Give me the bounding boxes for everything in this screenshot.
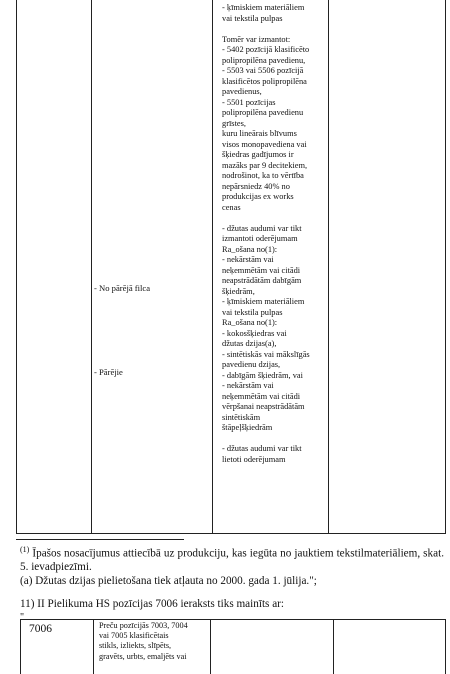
footnote-1 [20, 543, 444, 575]
text-line: - 5501 pozīcijas [222, 97, 276, 107]
column-divider [333, 620, 334, 674]
text-line: - džutas audumi var tikt [222, 223, 302, 233]
text-line: produkcijas ex works [222, 192, 294, 201]
column-divider [328, 0, 329, 533]
opening-quote: " [20, 612, 25, 623]
text-line: vērpšanai neapstrādātām [222, 402, 305, 411]
text-line: džutas dzijas(a), [222, 339, 277, 348]
text-line: sintētiskām [222, 412, 261, 422]
footnote-mark: (a) [20, 575, 33, 587]
hs-code: 7006 [29, 623, 52, 635]
text-line: - kokosšķiedras vai [222, 328, 287, 338]
text-line: šķiedras gadījumos ir [222, 150, 294, 159]
text-line: mazāks par 9 decitekiem, [222, 160, 308, 170]
text-line: kuru lineārais blīvums [222, 129, 297, 138]
text-line: pavedienu dzijas, [222, 360, 281, 369]
text-line: - 5402 pozīcijā klasificēto [222, 45, 310, 54]
text-line: vai 7005 klasificētais [99, 631, 169, 641]
text-line: cenas [222, 202, 241, 212]
text-line: šķiedrām, [222, 286, 255, 296]
text-line: polipropilēna pavedienu, [222, 55, 306, 65]
text-line: - ķīmiskiem materiāliem [222, 3, 305, 12]
text-line: - dabīgām šķiedrām, vai [222, 370, 303, 380]
column-divider [210, 620, 211, 674]
footnote-text: Džutas dzijas pielietošana tiek atļauta no 2000. gada 1. jūlija."; [35, 575, 317, 587]
row-label-felt: - No pārējā filca [94, 283, 151, 293]
text-line: štāpeļšķiedrām [222, 423, 273, 432]
text-line: neķemmētām vai citādi [222, 265, 301, 275]
text-line: - sintētiskās vai mākslīgās [222, 349, 310, 359]
text-line: Preču pozīcijās 7003, 7004 [99, 621, 188, 630]
text-line: nodrošinot, ka to vērtība [222, 171, 304, 180]
footnote-text: Īpašos nosacījumus attiecībā uz produkciju, kas iegūta no jauktiem tekstilmateriāliem, skat. 5. ievadpiezīmi. [20, 547, 445, 574]
row-label-other: - Pārējie [94, 367, 123, 377]
text-line: visos monopavediena vai [222, 139, 307, 149]
text-line: neapstrādātām dabīgām [222, 276, 302, 285]
working-description [222, 3, 328, 465]
text-line: gravēts, urbts, emaljēts vai [99, 651, 187, 661]
text-line: klasificētos polipropilēna [222, 76, 307, 86]
text-line: pavedienus, [222, 87, 262, 96]
text-line: vai tekstila pulpas [222, 13, 283, 23]
text-line: nepārsniedz 40% no [222, 181, 290, 191]
text-line: - džutas audumi var tikt [222, 444, 302, 453]
text-line: - nekārstām vai [222, 381, 274, 390]
text-line: stikls, izliekts, slīpēts, [99, 641, 172, 651]
text-line: Ra_ošana no(1): [222, 244, 278, 254]
text-line: polipropilēna pavedienu [222, 108, 304, 117]
column-divider [91, 0, 92, 533]
hs-description [99, 621, 207, 662]
text-line: lietoti oderējumam [222, 454, 286, 464]
column-divider [212, 0, 213, 533]
text-line: Ra_ošana no(1): [222, 318, 278, 327]
text-line: - 5503 vai 5506 pozīcijā [222, 66, 304, 75]
text-line: grīstes, [222, 118, 246, 128]
text-line: Tomēr var izmantot: [222, 34, 291, 44]
hs-7006-table [20, 619, 446, 674]
text-line: neķemmētām vai citādi [222, 391, 301, 401]
text-line: - ķīmiskiem materiāliem [222, 297, 305, 306]
footnote-mark: (1) [20, 545, 30, 554]
column-divider [93, 620, 94, 674]
text-line: izmantoti oderējumam [222, 234, 298, 243]
footnote-a [20, 575, 444, 589]
text-line: - nekārstām vai [222, 255, 274, 264]
text-line: vai tekstila pulpas [222, 307, 283, 317]
footnote-divider [16, 539, 184, 540]
amendment-line: 11) II Pielikuma HS pozīcijas 7006 ieraksts tiks mainīts ar: [20, 598, 285, 610]
